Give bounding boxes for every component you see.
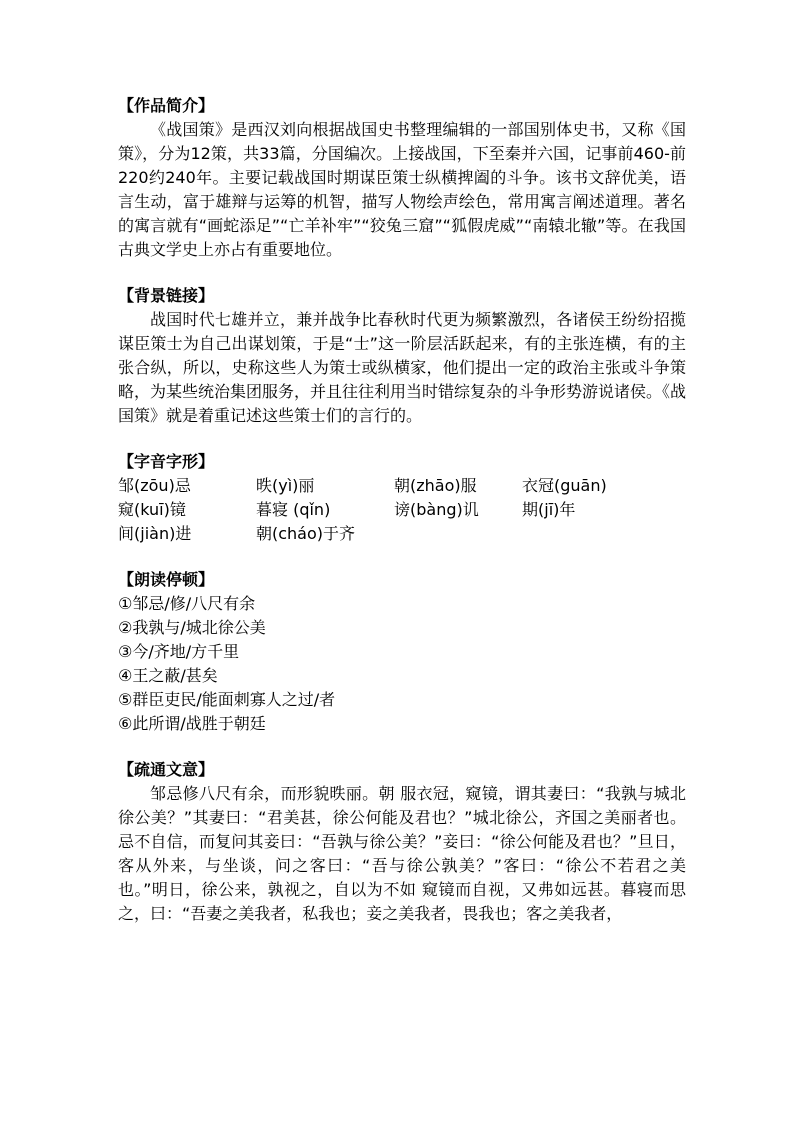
section-pronunciation [118, 450, 686, 546]
pause-item: ③今/齐地/方千里 [118, 642, 240, 661]
section-heading-background: 【背景链接】 [118, 286, 215, 305]
pronunciation-item: 朝(cháo)于齐 [256, 524, 356, 543]
pronunciation-item: 衣冠(guān) [522, 476, 607, 495]
pronunciation-item: 朝(zhāo)服 [394, 476, 477, 495]
section-reading-pause [118, 568, 686, 736]
background-paragraph: 战国时代七雄并立，兼并战争比春秋时代更为频繁激烈，各诸侯王纷纷招揽谋臣策士为自己出谋划策，于是“士”这一阶层活跃起来，有的主张连横，有的主张合纵，所以，史称这些人为策士或纵横家，他们提出一定的政治主张或斗争策略，为某些统治集团服务，并且往往利用当时错综复杂的斗争形势游说诸侯。《战国策》就是着重记述这些策士们的言行的。 [118, 310, 687, 425]
pronunciation-item: 谤(bàng)讥 [394, 500, 479, 519]
document-content [118, 94, 686, 948]
pause-item: ①邹忌/修/八尺有余 [118, 594, 256, 613]
section-heading-reading-pause: 【朗读停顿】 [118, 570, 215, 589]
pronunciation-item: 窥(kuī)镜 [118, 500, 186, 519]
section-background [118, 284, 686, 428]
pronunciation-grid [118, 474, 686, 546]
meaning-paragraph: 邹忌修八尺有余，而形貌昳丽。朝 服衣冠，窥镜，谓其妻曰：“我孰与城北徐公美？”其妻曰：“君美甚，徐公何能及君也？”城北徐公，齐国之美丽者也。忌不自信，而复问其妾曰：“吾孰与徐公美？”妾曰：“徐公何能及君也？”旦日，客从外来，与坐谈，问之客曰：“吾与徐公孰美？”客曰：“徐公不若君之美也。”明日，徐公来，孰视之，自以为不如 窥镜而自视，又弗如远甚。暮寝而思之，曰：“吾妻之美我者，私我也；妾之美我者，畏我也；客之美我者， [118, 784, 686, 923]
section-heading-meaning: 【疏通文意】 [118, 760, 215, 779]
pause-item: ②我孰与/城北徐公美 [118, 618, 266, 637]
section-intro [118, 94, 686, 262]
section-heading-pronunciation: 【字音字形】 [118, 452, 215, 471]
pause-item: ⑥此所谓/战胜于朝廷 [118, 714, 266, 733]
section-meaning [118, 758, 686, 926]
intro-paragraph: 《战国策》是西汉刘向根据战国史书整理编辑的一部国别体史书，又称《国策》，分为12策，共33篇，分国编次。上接战国，下至秦并六国，记事前460-前220约240年。主要记载战国时期谋臣策士纵横捭阖的斗争。该书文辞优美，语言生动，富于雄辩与运筹的机智，描写人物绘声绘色，常用寓言阐述道理。著名的寓言就有“画蛇添足”“亡羊补牢”“狡兔三窟”“狐假虎威”“南辕北辙”等。在我国古典文学史上亦占有重要地位。 [118, 120, 686, 259]
pronunciation-item: 间(jiàn)进 [118, 524, 192, 543]
section-heading-intro: 【作品简介】 [118, 96, 215, 115]
pronunciation-item: 暮寝 (qǐn) [256, 500, 331, 519]
pronunciation-item: 邹(zōu)忌 [118, 476, 191, 495]
pronunciation-item: 昳(yì)丽 [256, 476, 315, 495]
pronunciation-item: 期(jī)年 [522, 500, 576, 519]
pause-item: ⑤群臣吏民/能面刺寡人之过/者 [118, 690, 336, 709]
pause-item: ④王之蔽/甚矣 [118, 666, 218, 685]
